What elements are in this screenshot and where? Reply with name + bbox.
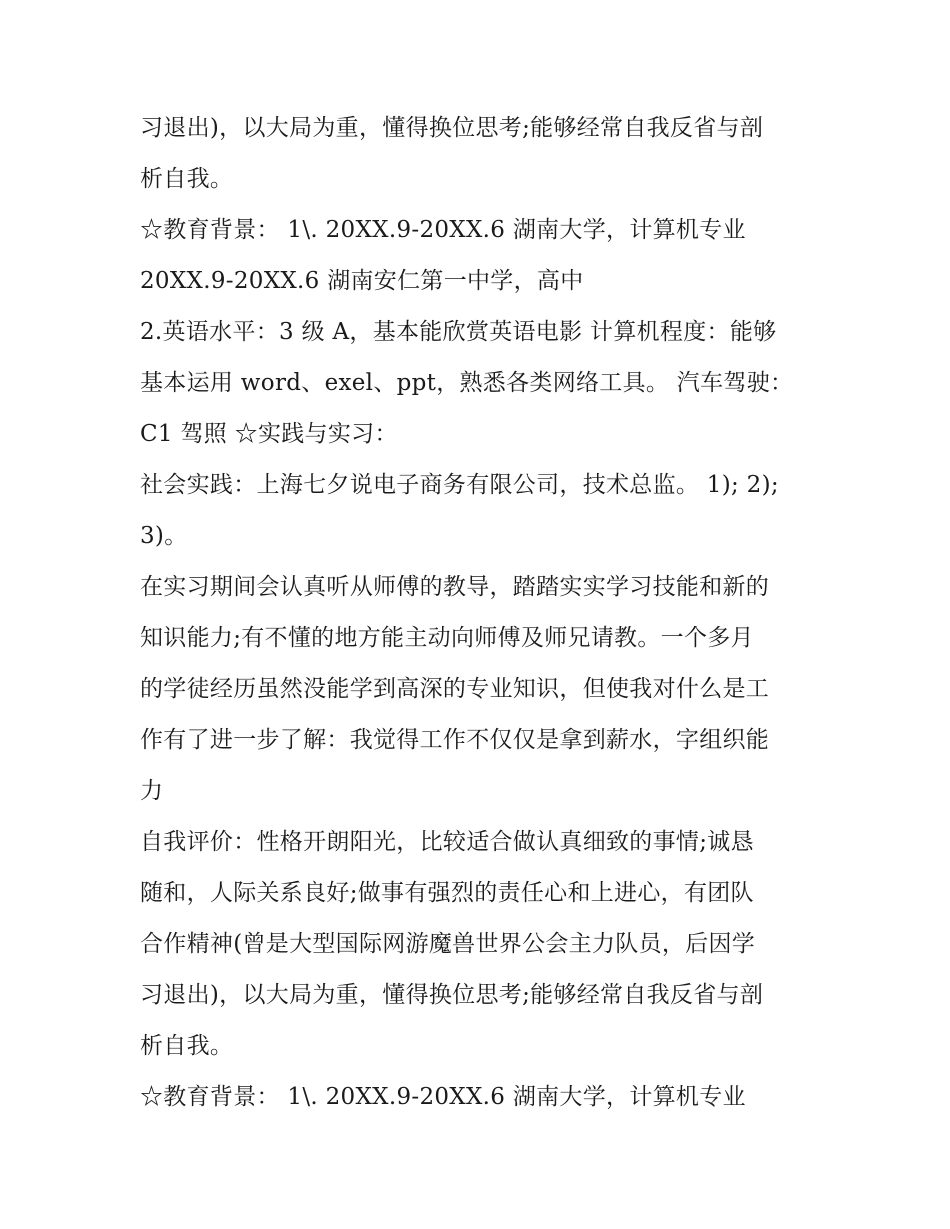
text-line: ☆教育背景： 1\. 20XX.9-20XX.6 湖南大学，计算机专业 <box>140 217 746 243</box>
text-line: 习退出)，以大局为重，懂得换位思考;能够经常自我反省与剖 <box>140 982 764 1008</box>
text-line: 3)。 <box>140 523 188 549</box>
text-line: 自我评价：性格开朗阳光，比较适合做认真细致的事情;诚恳 <box>140 829 754 855</box>
text-line: 习退出)，以大局为重，懂得换位思考;能够经常自我反省与剖 <box>140 115 764 141</box>
text-line: 作有了进一步了解：我觉得工作不仅仅是拿到薪水，字组织能 <box>140 727 770 753</box>
text-line: 知识能力;有不懂的地方能主动向师傅及师兄请教。一个多月 <box>140 625 754 651</box>
text-line: 2.英语水平：3 级 A，基本能欣赏英语电影 计算机程度：能够 <box>140 319 777 345</box>
text-line: 析自我。 <box>140 1033 234 1059</box>
text-line: 20XX.9-20XX.6 湖南安仁第一中学，高中 <box>140 268 584 294</box>
text-line: C1 驾照 ☆实践与实习： <box>140 421 398 447</box>
text-line: 在实习期间会认真听从师傅的教导，踏踏实实学习技能和新的 <box>140 574 770 600</box>
text-line: 的学徒经历虽然没能学到高深的专业知识，但使我对什么是工 <box>140 676 770 702</box>
text-line: 力 <box>140 778 164 804</box>
text-line: 基本运用 word、exel、ppt，熟悉各类网络工具。 汽车驾驶： <box>140 370 794 396</box>
text-line: 合作精神(曾是大型国际网游魔兽世界公会主力队员，后因学 <box>140 931 756 957</box>
text-line: 析自我。 <box>140 166 234 192</box>
text-line: 社会实践：上海七夕说电子商务有限公司，技术总监。 1); 2); <box>140 472 779 498</box>
text-line: ☆教育背景： 1\. 20XX.9-20XX.6 湖南大学，计算机专业 <box>140 1084 746 1110</box>
text-line: 随和，人际关系良好;做事有强烈的责任心和上进心，有团队 <box>140 880 754 906</box>
